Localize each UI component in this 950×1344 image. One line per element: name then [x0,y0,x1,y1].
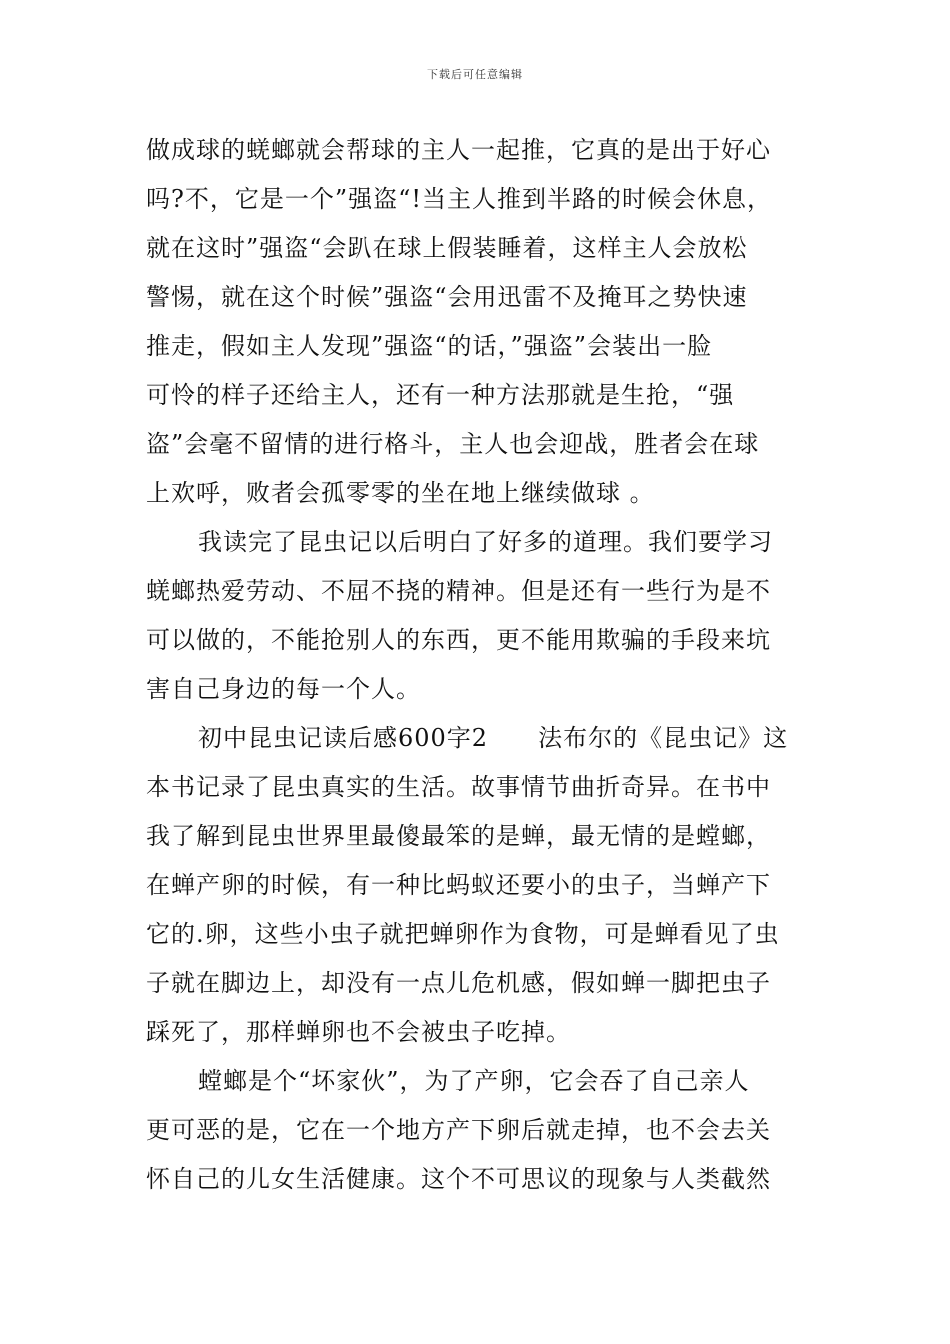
text-line: 在蝉产卵的时候，有一种比蚂蚁还要小的虫子，当蝉产下 [146,871,771,899]
text-line: 上欢呼，败者会孤零零的坐在地上继续做球 。 [146,479,655,507]
text-line: 推走，假如主人发现”强盗“的话，”强盗”会装出一脸 [146,332,713,360]
text-line: 初中昆虫记读后感600字2 法布尔的《昆虫记》这 [198,724,789,752]
page-header: 下载后可任意编辑 [427,68,523,81]
text-line: 可以做的，不能抢别人的东西，更不能用欺骗的手段来坑 [146,626,771,654]
text-line: 蜣螂热爱劳动、不屈不挠的精神。但是还有一些行为是不 [146,577,771,605]
document-body [146,126,818,1204]
text-line: 螳螂是个“坏家伙”，为了产卵，它会吞了自己亲人 [198,1067,750,1095]
text-line: 我读完了昆虫记以后明白了好多的道理。我们要学习 [198,528,773,556]
text-line: 本书记录了昆虫真实的生活。故事情节曲折奇异。在书中 [146,773,771,801]
text-line: 我了解到昆虫世界里最傻最笨的是蝉，最无情的是螳螂， [146,822,771,850]
text-line: 做成球的蜣螂就会帮球的主人一起推，它真的是出于好心 [146,136,771,164]
text-line: 子就在脚边上，却没有一点儿危机感，假如蝉一脚把虫子 [146,969,771,997]
text-line: 可怜的样子还给主人，还有一种方法那就是生抢，“强 [146,381,735,409]
text-line: 吗?不，它是一个”强盗“!当主人推到半路的时候会休息， [146,185,773,213]
text-line: 踩死了，那样蝉卵也不会被虫子吃掉。 [146,1018,571,1046]
text-line: 害自己身边的每一个人。 [146,675,421,703]
text-line: 它的.卵，这些小虫子就把蝉卵作为食物，可是蝉看见了虫 [146,920,780,948]
text-line: 盗”会毫不留情的进行格斗，主人也会迎战，胜者会在球 [146,430,760,458]
text-line: 更可恶的是，它在一个地方产下卵后就走掉，也不会去关 [146,1116,771,1144]
text-line: 怀自己的儿女生活健康。这个不可思议的现象与人类截然 [146,1165,771,1193]
text-line: 警惕，就在这个时候”强盗“会用迅雷不及掩耳之势快速 [146,283,748,311]
text-line: 就在这时”强盗“会趴在球上假装睡着，这样主人会放松 [146,234,748,262]
